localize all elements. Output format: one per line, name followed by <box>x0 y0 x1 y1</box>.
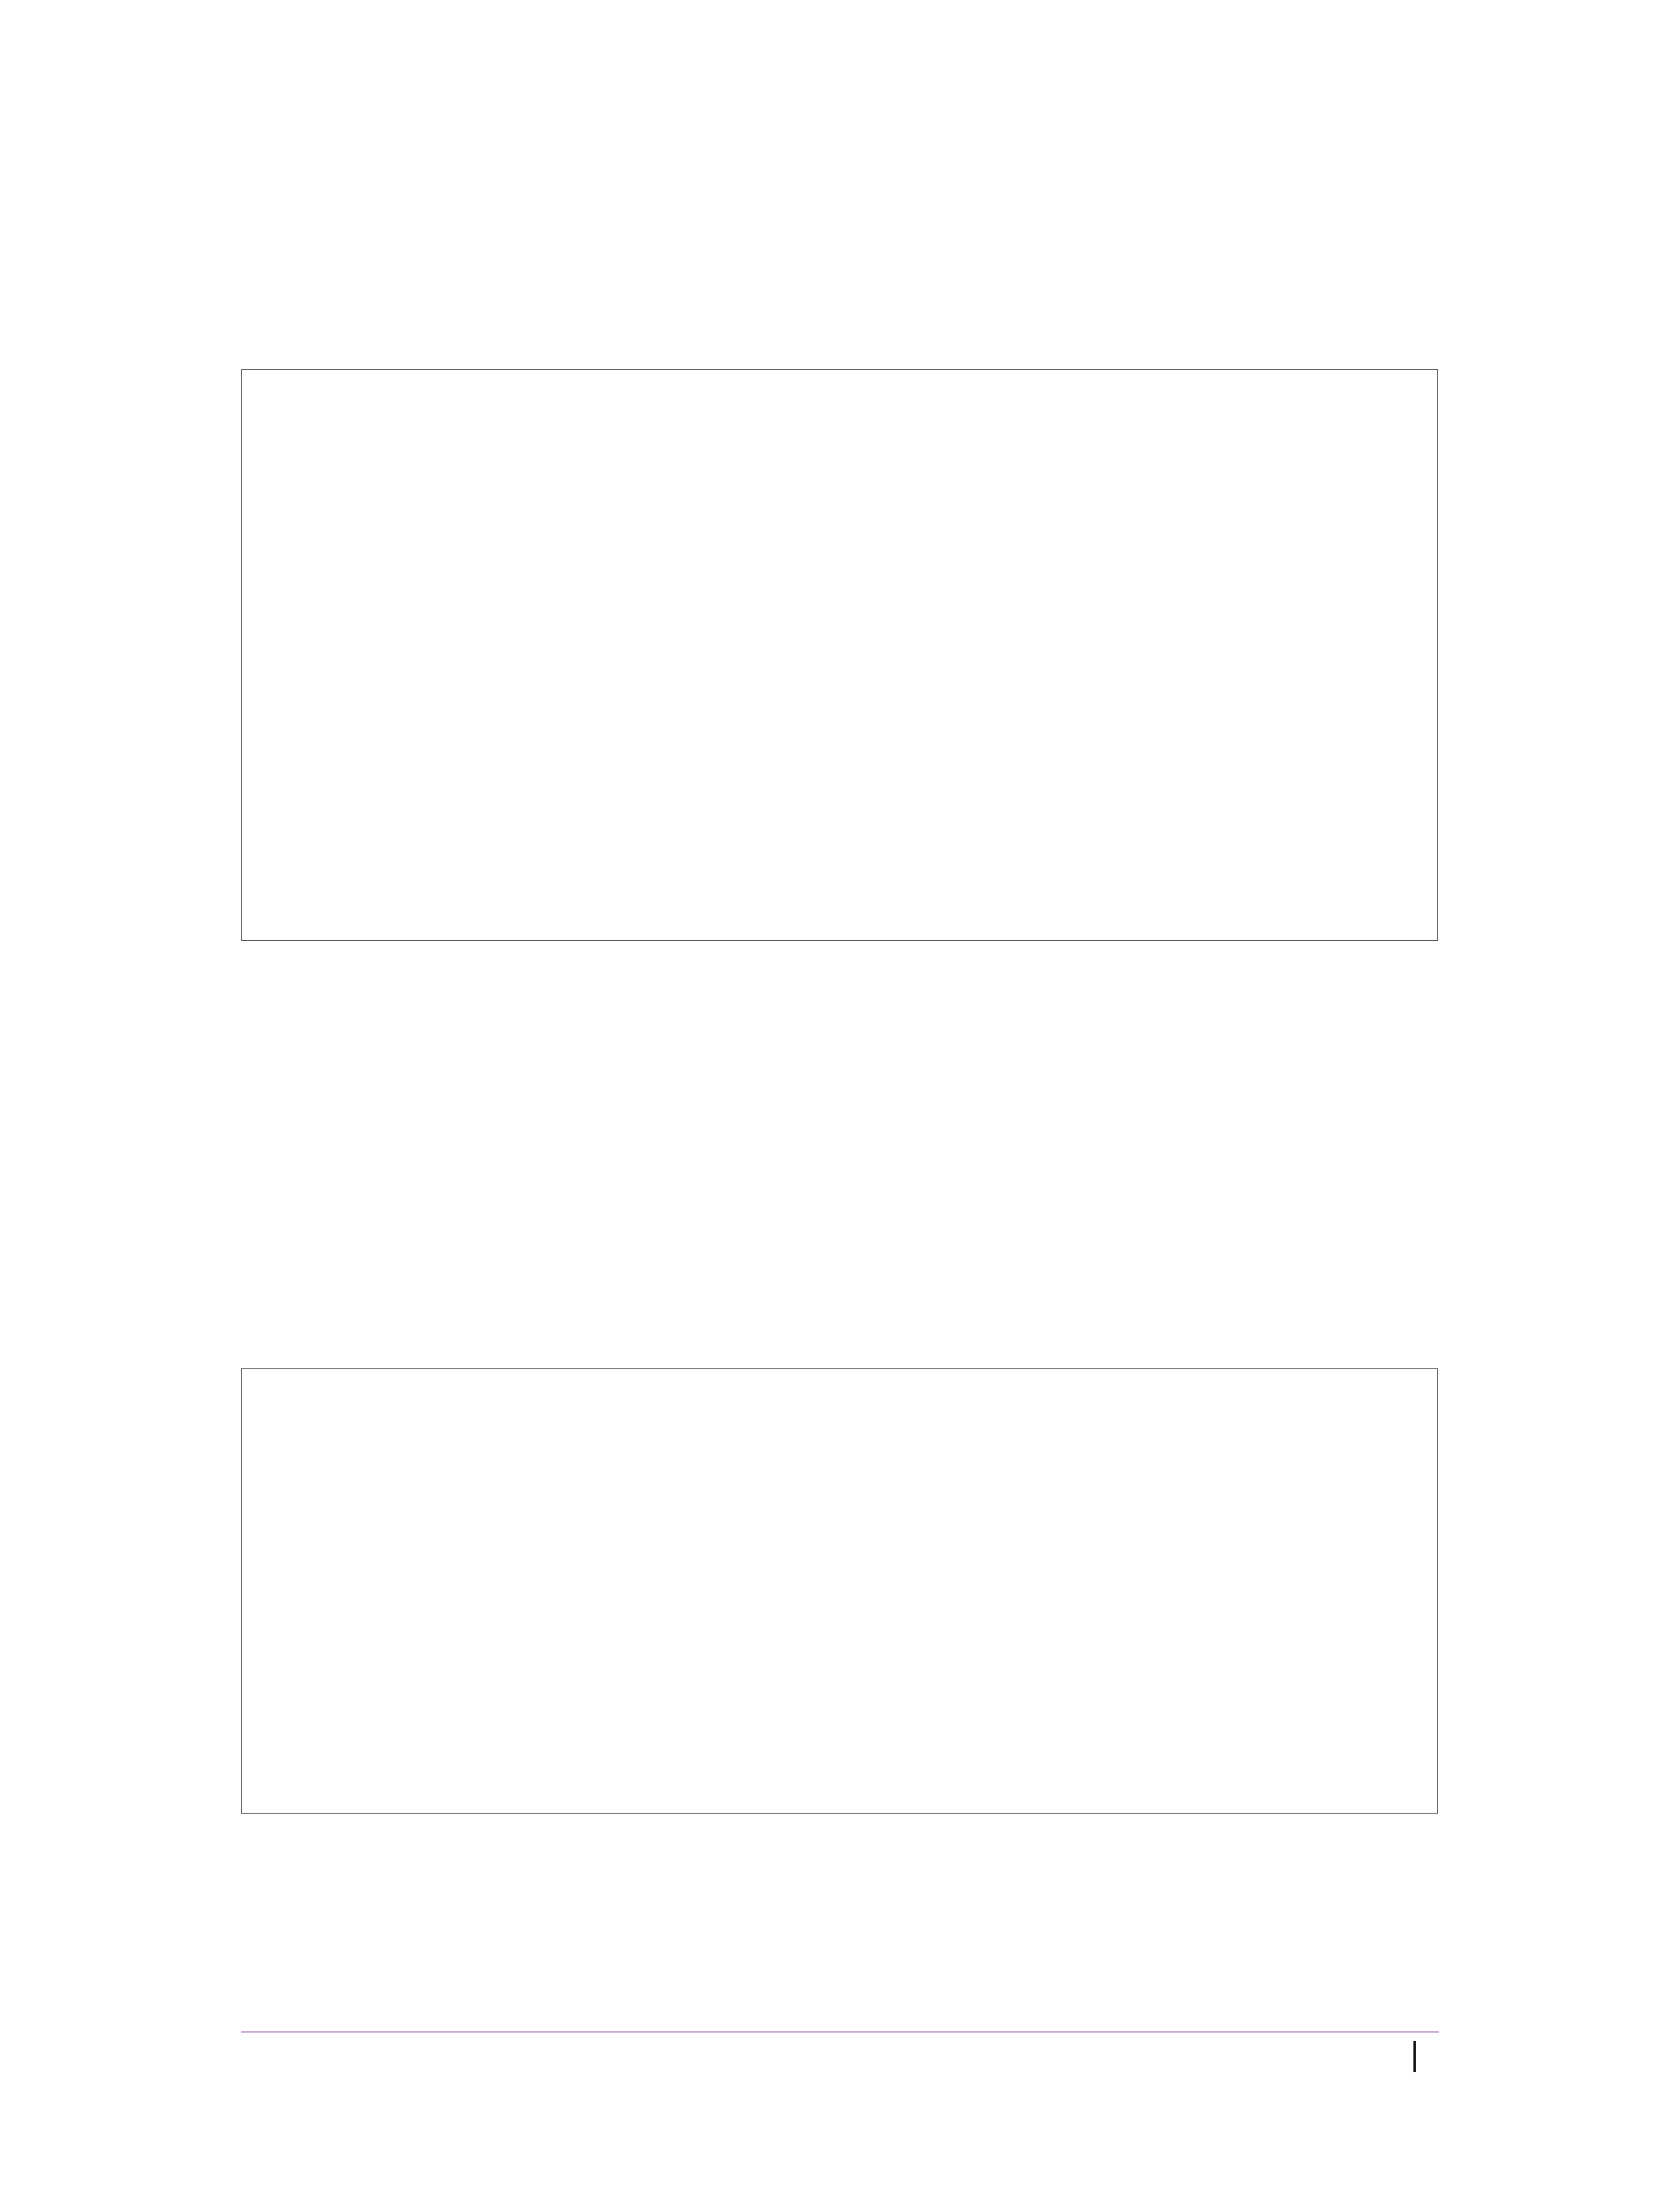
page-footer <box>1390 2041 1439 2072</box>
pca-axes-scatter-chart <box>242 370 1437 940</box>
figure-5-81 <box>241 369 1438 941</box>
input-scatter-chart <box>242 1369 839 1813</box>
figure-5-82 <box>241 1368 1438 1814</box>
principal-components-scatter-chart <box>839 1369 1437 1813</box>
footer-divider <box>1413 2041 1416 2072</box>
footer-rule <box>241 2031 1439 2033</box>
